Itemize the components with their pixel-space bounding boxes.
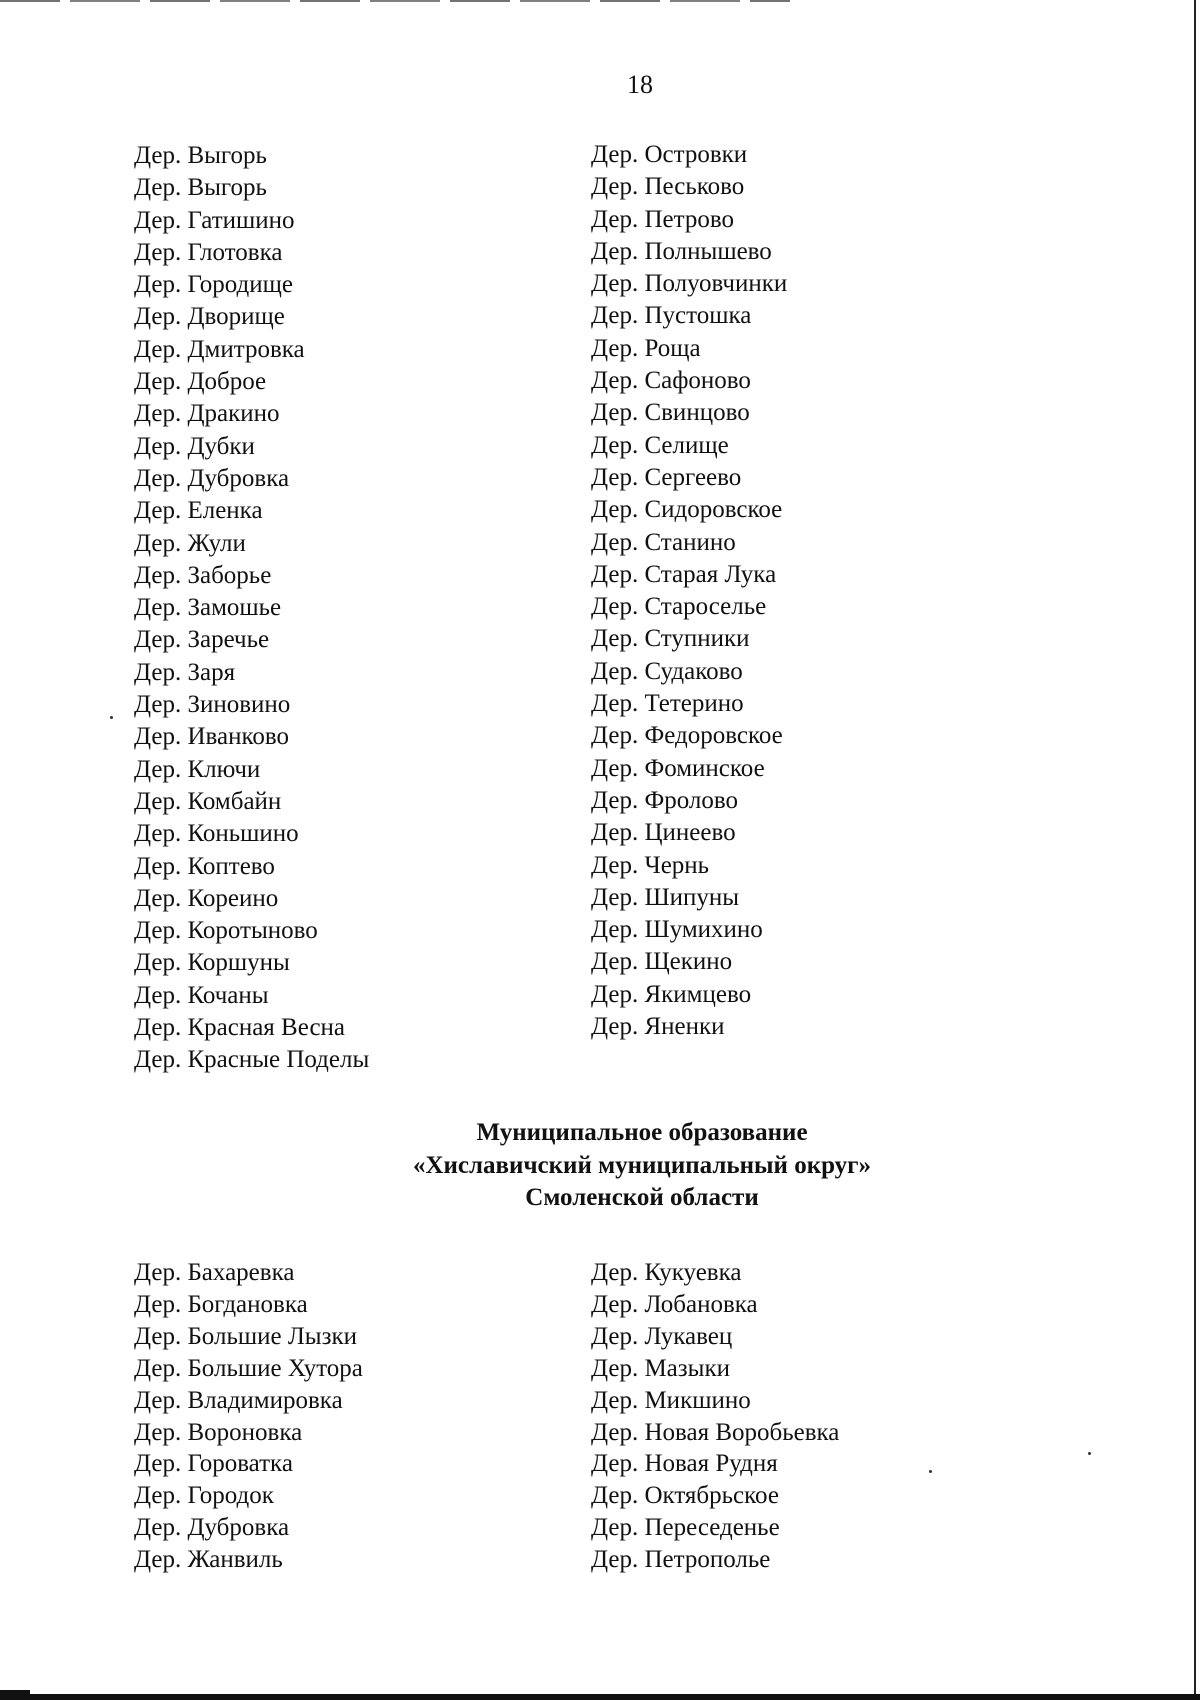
- village-item: Дер. Петрополье: [591, 1546, 771, 1574]
- section-heading-line-2: «Хиславичский муниципальный округ»: [412, 1151, 872, 1179]
- village-item: Дер. Глотовка: [134, 238, 283, 266]
- village-item: Дер. Селище: [591, 431, 729, 459]
- village-list-left: [134, 140, 369, 1077]
- village-item: Дер. Фоминское: [591, 754, 765, 782]
- village-item: Дер. Полнышево: [591, 237, 772, 265]
- section-heading-line-1: Муниципальное образование: [476, 1119, 808, 1146]
- village-item: Дер. Вороновка: [134, 1418, 303, 1446]
- village-item: Дер. Большие Хутора: [134, 1354, 363, 1382]
- scan-edge-bottom-mark: [0, 1690, 30, 1700]
- village-item: Дер. Песьково: [591, 173, 745, 201]
- village-item: Дер. Федоровское: [591, 722, 783, 750]
- page-number: 18: [627, 70, 653, 99]
- village-item: Дер. Ключи: [134, 755, 261, 783]
- village-item: Дер. Новая Воробьевка: [591, 1418, 840, 1446]
- village-item: Дер. Комбайн: [134, 787, 282, 815]
- village-item: Дер. Заря: [134, 658, 236, 686]
- village-item: Дер. Зиновино: [134, 691, 291, 719]
- village-item: Дер. Якимцево: [591, 980, 752, 1008]
- village-item: Дер. Коршуны: [134, 949, 290, 977]
- village-item: Дер. Богдановка: [134, 1290, 308, 1318]
- village-item: Дер. Красные Поделы: [134, 1046, 370, 1074]
- village-item: Дер. Тетерино: [591, 690, 744, 718]
- village-item: Дер. Ступники: [591, 625, 750, 653]
- village-item: Дер. Сидоровское: [591, 496, 783, 524]
- village-item: Дер. Щекино: [591, 948, 733, 976]
- village-item: Дер. Лукавец: [591, 1322, 733, 1350]
- village-item: Дер. Петрово: [591, 205, 734, 233]
- scan-edge-top: [0, 0, 790, 2]
- village-item: Дер. Бахаревка: [134, 1259, 295, 1286]
- scan-edge-bottom: [0, 1694, 1200, 1700]
- village-item: Дер. Роща: [591, 334, 701, 362]
- village-item: Дер. Цинеево: [591, 819, 736, 847]
- village-item: Дер. Шипуны: [591, 883, 740, 911]
- village-item: Дер. Свинцово: [591, 399, 750, 427]
- village-item: Дер. Октябрьское: [591, 1482, 779, 1510]
- village-item: Дер. Дубки: [134, 432, 255, 460]
- village-list-right: [591, 1257, 839, 1576]
- village-list-left: [134, 1257, 363, 1576]
- village-item: Дер. Пустошка: [591, 302, 752, 330]
- scan-speck: [929, 1470, 932, 1473]
- village-item: Дер. Переседенье: [591, 1514, 780, 1542]
- village-item: Дер. Шумихино: [591, 916, 763, 944]
- village-item: Дер. Коптево: [134, 852, 275, 880]
- village-item: Дер. Жанвиль: [134, 1546, 283, 1574]
- village-item: Дер. Лобановка: [591, 1290, 758, 1318]
- village-item: Дер. Замошье: [134, 594, 282, 622]
- section-heading: [300, 1117, 984, 1215]
- village-item: Дер. Красная Весна: [134, 1014, 346, 1042]
- village-item: Дер. Большие Лызки: [134, 1322, 357, 1350]
- village-item: Дер. Новая Рудня: [591, 1450, 778, 1478]
- village-item: Дер. Кукуевка: [591, 1259, 742, 1286]
- village-item: Дер. Микшино: [591, 1386, 751, 1414]
- village-item: Дер. Кочаны: [134, 981, 269, 1009]
- village-item: Дер. Дракино: [134, 400, 280, 428]
- village-item: Дер. Станино: [591, 528, 736, 556]
- village-item: Дер. Городище: [134, 271, 293, 299]
- village-item: Дер. Доброе: [134, 368, 267, 396]
- village-item: Дер. Коньшино: [134, 820, 299, 848]
- village-item: Дер. Дубровка: [134, 1514, 290, 1542]
- village-item: Дер. Островки: [591, 141, 748, 168]
- village-item: Дер. Владимировка: [134, 1386, 343, 1414]
- village-item: Дер. Яненки: [591, 1013, 725, 1041]
- village-item: Дер. Дворище: [134, 303, 285, 331]
- village-item: Дер. Сергеево: [591, 463, 742, 491]
- village-item: Дер. Кореино: [134, 884, 279, 912]
- village-item: Дер. Судаково: [591, 657, 743, 685]
- village-item: Дер. Заречье: [134, 626, 270, 654]
- village-item: Дер. Дубровка: [134, 464, 290, 492]
- scan-speck: [110, 716, 113, 719]
- village-item: Дер. Старая Лука: [591, 560, 777, 588]
- village-item: Дер. Сафоново: [591, 367, 751, 395]
- village-item: Дер. Жули: [134, 529, 246, 557]
- village-item: Дер. Полуовчинки: [591, 270, 788, 298]
- village-item: Дер. Дмитровка: [134, 335, 305, 363]
- village-item: Дер. Гороватка: [134, 1450, 293, 1478]
- village-item: Дер. Фролово: [591, 786, 738, 814]
- village-item: Дер. Староселье: [591, 593, 767, 621]
- scan-speck: [1088, 1452, 1091, 1455]
- village-list-right: [591, 139, 787, 1043]
- village-item: Дер. Гатишино: [134, 206, 295, 234]
- village-item: Дер. Чернь: [591, 851, 710, 879]
- village-item: Дер. Городок: [134, 1482, 274, 1510]
- village-item: Дер. Заборье: [134, 561, 272, 589]
- village-item: Дер. Коротыново: [134, 917, 318, 945]
- village-item: Дер. Выгорь: [134, 174, 267, 202]
- village-item: Дер. Еленка: [134, 497, 263, 525]
- village-item: Дер. Иванково: [134, 723, 289, 751]
- village-item: Дер. Мазыки: [591, 1354, 730, 1382]
- section-heading-line-3: Смоленской области: [525, 1184, 759, 1211]
- village-item: Дер. Выгорь: [134, 142, 267, 169]
- scan-edge-right: [1194, 0, 1196, 1700]
